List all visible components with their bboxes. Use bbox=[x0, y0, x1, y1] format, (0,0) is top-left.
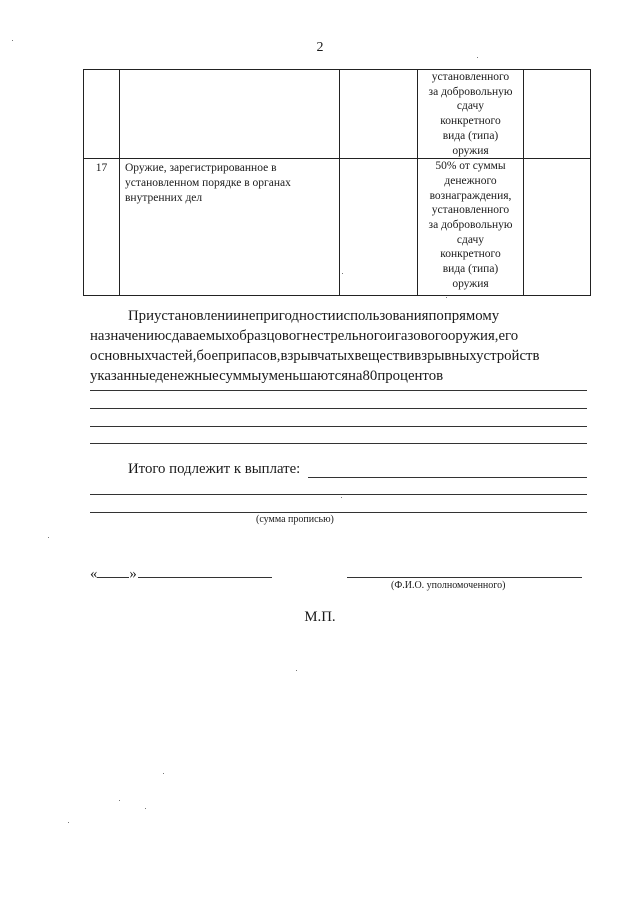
reward-table bbox=[83, 69, 591, 296]
payment-amount-line bbox=[90, 494, 587, 495]
paragraph-line-4 bbox=[90, 366, 593, 386]
page-number: 2 bbox=[316, 40, 324, 55]
paragraph-word: указанные bbox=[90, 368, 156, 384]
scan-speck bbox=[48, 537, 49, 538]
scan-speck bbox=[342, 273, 343, 274]
paragraph-line-1 bbox=[90, 306, 593, 326]
day-blank bbox=[97, 563, 129, 578]
table-row bbox=[84, 70, 591, 159]
item-name-cell bbox=[120, 70, 340, 159]
fill-line bbox=[90, 390, 587, 391]
item-name-line: установленном порядке в органах bbox=[125, 176, 291, 189]
paragraph-word: веществ bbox=[354, 348, 407, 364]
paragraph-word: назначению bbox=[90, 328, 166, 344]
payment-amount-line bbox=[308, 477, 587, 478]
reward-line: вида (типа) bbox=[442, 263, 499, 276]
scan-speck bbox=[145, 808, 146, 809]
reward-line: вида (типа) bbox=[442, 129, 499, 142]
paragraph-word: образцов bbox=[231, 328, 289, 344]
reward-line: вознаграждения, bbox=[429, 189, 512, 202]
reward-line: оружия bbox=[452, 144, 489, 157]
scan-speck bbox=[341, 497, 342, 498]
paragraph-word: устройств bbox=[476, 348, 540, 364]
reward-line: конкретного bbox=[440, 248, 501, 261]
paragraph-word: его bbox=[498, 328, 519, 344]
row-number-cell bbox=[84, 70, 120, 159]
paragraph-word: 80 bbox=[362, 368, 378, 384]
scan-speck bbox=[163, 773, 164, 774]
quote-open: « bbox=[90, 566, 98, 582]
paragraph-word: сдаваемых bbox=[165, 328, 232, 344]
fill-line bbox=[90, 426, 587, 427]
paragraph-word: на bbox=[348, 368, 363, 384]
empty-cell bbox=[340, 159, 418, 296]
fill-line bbox=[90, 408, 587, 409]
payment-label: Итого подлежит к выплате: bbox=[128, 461, 301, 477]
reward-line: сдачу bbox=[456, 233, 485, 246]
reward-line: денежного bbox=[444, 174, 497, 187]
paragraph-word: процентов bbox=[377, 368, 444, 384]
reward-line: конкретного bbox=[440, 115, 501, 128]
paragraph-word: взрывных bbox=[414, 348, 477, 364]
paragraph-word: денежные bbox=[155, 368, 220, 384]
paragraph-word: огнестрельного bbox=[288, 328, 387, 344]
paragraph-word: установлении bbox=[154, 308, 242, 324]
date-field bbox=[90, 563, 137, 583]
scan-speck bbox=[12, 40, 13, 41]
reward-line: оружия bbox=[452, 277, 489, 290]
scan-speck bbox=[119, 800, 120, 801]
paragraph-word: использования bbox=[335, 308, 429, 324]
scan-speck bbox=[296, 670, 297, 671]
reward-line: за добровольную bbox=[428, 219, 513, 232]
paragraph-line-3 bbox=[90, 346, 593, 366]
amount-in-words-caption: (сумма прописью) bbox=[256, 514, 334, 525]
fill-line bbox=[90, 443, 587, 444]
item-name-cell bbox=[120, 159, 340, 296]
row-number-cell: 17 bbox=[84, 159, 120, 296]
reward-line: установленного bbox=[431, 71, 510, 83]
paragraph-word: газового bbox=[394, 328, 448, 344]
paragraph-word: суммы bbox=[219, 368, 262, 384]
authorized-person-caption: (Ф.И.О. уполномоченного) bbox=[391, 580, 506, 591]
paragraph-word: уменьшаются bbox=[261, 368, 349, 384]
empty-cell bbox=[340, 70, 418, 159]
month-year-line bbox=[138, 577, 272, 578]
signature-line bbox=[347, 577, 582, 578]
reward-line: 50% от суммы bbox=[435, 160, 506, 173]
empty-cell bbox=[524, 159, 591, 296]
scan-speck bbox=[68, 822, 69, 823]
reward-amount-cell bbox=[418, 159, 524, 296]
paragraph-word: непригодности bbox=[241, 308, 336, 324]
reward-line: установленного bbox=[431, 204, 510, 217]
quote-close: » bbox=[129, 566, 137, 582]
reward-line: сдачу bbox=[456, 100, 485, 113]
empty-cell bbox=[524, 70, 591, 159]
item-name-line: внутренних дел bbox=[125, 191, 203, 204]
paragraph-word: боеприпасов, bbox=[196, 348, 281, 364]
paragraph-word: прямому bbox=[443, 308, 500, 324]
payment-amount-line bbox=[90, 512, 587, 513]
stamp-place: М.П. bbox=[304, 609, 336, 625]
paragraph-word: частей, bbox=[151, 348, 197, 364]
paragraph-word: оружия, bbox=[448, 328, 499, 344]
paragraph-word: по bbox=[428, 308, 444, 324]
paragraph-line-2 bbox=[90, 326, 593, 346]
reward-amount-cell bbox=[418, 70, 524, 159]
paragraph-word: основных bbox=[90, 348, 152, 364]
paragraph-word: и bbox=[406, 348, 415, 364]
item-name-line: Оружие, зарегистрированное в bbox=[125, 162, 277, 175]
scan-speck bbox=[477, 57, 478, 58]
table-row bbox=[84, 159, 591, 296]
paragraph-word: и bbox=[386, 328, 395, 344]
reward-line: за добровольную bbox=[428, 85, 513, 98]
paragraph-word: При bbox=[128, 308, 155, 324]
scan-speck bbox=[446, 297, 447, 298]
paragraph-word: взрывчатых bbox=[280, 348, 355, 364]
reduction-paragraph bbox=[90, 306, 593, 386]
